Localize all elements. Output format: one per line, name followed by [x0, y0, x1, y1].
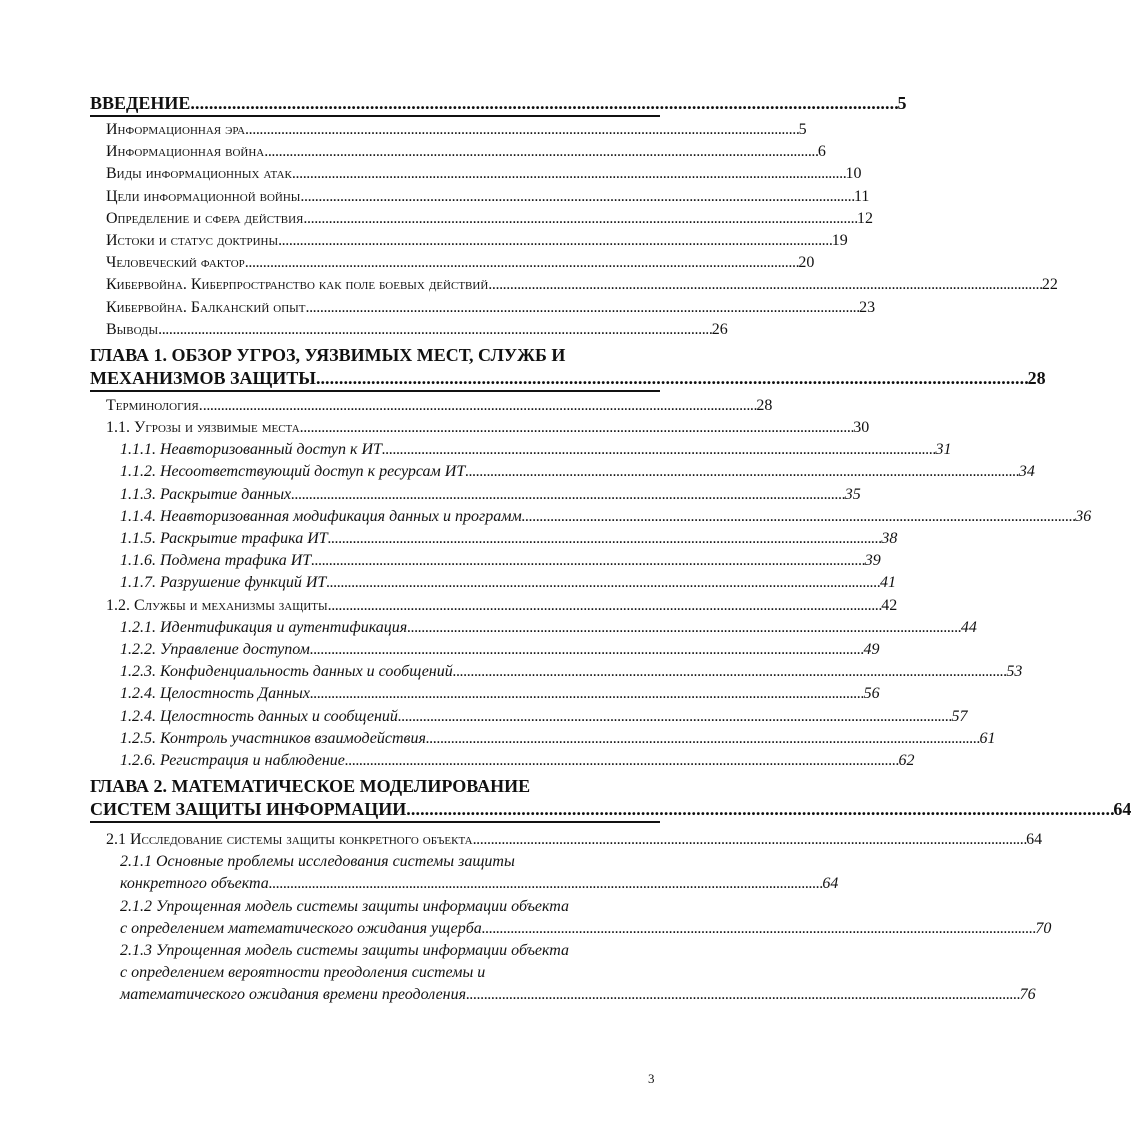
- dot-leader: [303, 208, 856, 230]
- toc-entry-page: 31: [935, 441, 952, 459]
- dot-leader: [488, 274, 1041, 296]
- toc-section[interactable]: [90, 297, 876, 319]
- dot-leader: [328, 595, 881, 617]
- toc-section[interactable]: [90, 208, 873, 230]
- dot-leader: [292, 163, 845, 185]
- toc-subsection[interactable]: [90, 661, 1023, 683]
- toc-entry-page: 38: [881, 530, 898, 547]
- toc-subsection[interactable]: [90, 484, 861, 506]
- toc-entry-page: 34: [1018, 463, 1035, 481]
- toc-entry-title: Информационная война: [106, 143, 265, 161]
- toc-chapter[interactable]: [90, 92, 907, 117]
- toc-entry-page: 35: [844, 485, 861, 503]
- toc-entry-title: 1.1. Угрозы и уязвимые места: [106, 419, 300, 437]
- toc-entry-title: 1.2.4. Целостность Данных: [120, 685, 310, 703]
- toc-entry-title: 1.2.1. Идентификация и аутентификация: [120, 618, 408, 636]
- dot-leader: [465, 461, 1018, 483]
- dot-leader: [311, 550, 864, 572]
- toc-entry-page: 11: [854, 187, 870, 205]
- toc-entry-page: 53: [1006, 663, 1023, 681]
- page-number: 3: [648, 1071, 655, 1086]
- toc-subsection[interactable]: [90, 940, 1036, 1007]
- toc-entry-title: 1.2.5. Контроль участников взаимодействия: [120, 729, 426, 747]
- toc-entry-page: 76: [1019, 986, 1036, 1004]
- toc-section[interactable]: [90, 319, 728, 341]
- dot-leader: [426, 728, 979, 750]
- toc-entry-page: 12: [857, 209, 873, 227]
- toc-section[interactable]: [90, 230, 848, 252]
- toc-entry-title-line: ГЛАВА 1. ОБЗОР УГРОЗ, УЯЗВИМЫХ МЕСТ, СЛУЖБ И: [90, 344, 566, 365]
- toc-section[interactable]: [90, 595, 898, 617]
- dot-leader: [245, 252, 798, 274]
- dot-leader: [345, 750, 898, 772]
- toc-section[interactable]: [90, 119, 807, 141]
- toc-section[interactable]: [90, 141, 826, 163]
- toc-entry-title: Человеческий фактор: [106, 254, 245, 272]
- toc-entry-page: 61: [979, 729, 996, 747]
- toc-section[interactable]: [90, 829, 1043, 851]
- toc-section[interactable]: [90, 186, 870, 208]
- toc-entry-page: 70: [1035, 919, 1052, 937]
- toc-entry-page: 19: [831, 231, 848, 249]
- toc-entry-title: СИСТЕМ ЗАЩИТЫ ИНФОРМАЦИИ: [90, 799, 407, 820]
- toc-entry-title-line: ГЛАВА 2. МАТЕМАТИЧЕСКОЕ МОДЕЛИРОВАНИЕ: [90, 776, 531, 797]
- toc-entry-page: 28: [756, 396, 773, 414]
- toc-subsection[interactable]: [90, 706, 968, 728]
- toc-subsection[interactable]: [90, 439, 952, 461]
- toc-entry-page: 10: [845, 165, 862, 183]
- dot-leader: [328, 528, 881, 550]
- toc-entry-title: Кибервойна. Киберпространство как поле боевых действий: [106, 276, 489, 294]
- toc-section[interactable]: [90, 395, 773, 417]
- dot-leader: [269, 873, 822, 895]
- dot-leader: [482, 918, 1035, 940]
- toc-entry-page: 64: [822, 875, 839, 893]
- toc-subsection[interactable]: [90, 506, 1092, 528]
- toc-entry-title: 1.1.4. Неавторизованная модификация данных и программ: [120, 507, 522, 525]
- dot-leader: [453, 661, 1006, 683]
- dot-leader: [473, 829, 1026, 851]
- dot-leader: [264, 141, 817, 163]
- toc-entry-page: 39: [864, 552, 881, 570]
- toc-entry-title: Виды информационных атак: [106, 165, 292, 183]
- toc-subsection[interactable]: [90, 639, 880, 661]
- toc-section[interactable]: [90, 252, 815, 274]
- toc-entry-title: 1.2.6. Регистрация и наблюдение: [120, 751, 345, 769]
- toc-entry-title: 1.1.6. Подмена трафика ИТ: [120, 552, 312, 570]
- toc-entry-page: 26: [711, 320, 728, 338]
- toc-subsection[interactable]: [90, 896, 1052, 940]
- toc-entry-page: 62: [898, 751, 915, 769]
- toc-subsection[interactable]: [90, 617, 977, 639]
- dot-leader: [158, 319, 711, 341]
- toc-entry-title: 1.2. Службы и механизмы защиты: [106, 596, 328, 614]
- dot-leader: [407, 617, 960, 639]
- toc-entry-title: 2.1 Исследование системы защиты конкретного объекта: [106, 831, 473, 849]
- toc-entry-page: 36: [1075, 507, 1092, 525]
- toc-entry-title: 1.2.3. Конфиденциальность данных и сообщений: [120, 663, 453, 681]
- toc-entry-title: Кибервойна. Балканский опыт: [106, 298, 306, 316]
- dot-leader: [310, 639, 863, 661]
- toc-entry-title: Информационная эра: [106, 121, 246, 138]
- toc-entry-title: Цели информационной войны: [106, 187, 301, 205]
- toc-subsection[interactable]: [90, 851, 839, 895]
- toc-entry-page: 44: [960, 618, 977, 636]
- toc-entry-page: 22: [1041, 276, 1058, 294]
- toc-entry-title: 1.1.1. Неавторизованный доступ к ИТ: [120, 441, 382, 459]
- toc-subsection[interactable]: [90, 550, 881, 572]
- toc-entry-page: 42: [881, 596, 898, 614]
- toc-entry-title: 1.2.4. Целостность данных и сообщений: [120, 707, 398, 725]
- toc-entry-page: 56: [863, 685, 880, 703]
- toc-entry-title: Выводы: [106, 320, 159, 338]
- toc-entry-title: 1.1.7. Разрушение функций ИТ: [120, 574, 327, 592]
- toc-entry-page: 20: [798, 254, 815, 272]
- toc-entry-title: ВВЕДЕНИЕ: [90, 93, 191, 113]
- toc-subsection[interactable]: [90, 683, 880, 705]
- toc-chapter[interactable]: [90, 344, 1046, 392]
- toc-entry-page: 6: [817, 143, 826, 161]
- dot-leader: [326, 572, 879, 594]
- toc-entry-title-line: 2.1.2 Упрощенная модель системы защиты информации объекта: [120, 897, 570, 915]
- dot-leader: [190, 92, 896, 115]
- toc-entry-title-line: 2.1.1 Основные проблемы исследования системы защиты: [120, 853, 515, 871]
- dot-leader: [310, 683, 863, 705]
- toc-entry-title: МЕХАНИЗМОВ ЗАЩИТЫ.: [90, 367, 321, 388]
- toc-entry-title-line: с определением вероятности преодоления системы и: [120, 964, 486, 982]
- dot-leader: [320, 367, 1026, 390]
- toc-entry-title: 1.1.3. Раскрытие данных: [120, 485, 292, 503]
- toc-entry-page: 49: [863, 640, 880, 658]
- toc-entry-page: 5: [897, 93, 907, 113]
- dot-leader: [245, 119, 798, 141]
- toc-entry-page: 41: [879, 574, 896, 592]
- toc-entry-title: Истоки и статус доктрины: [106, 231, 279, 249]
- toc-entry-title: Терминология.: [106, 396, 203, 414]
- toc-section[interactable]: [90, 417, 870, 439]
- toc-entry-title: 1.1.2. Несоответствующий доступ к ресурсам ИТ: [120, 463, 466, 481]
- toc-entry-title: 1.2.2. Управление доступом: [120, 640, 310, 658]
- table-of-contents: [90, 92, 1131, 1007]
- toc-entry-page: 5: [798, 121, 807, 138]
- dot-leader: [291, 484, 844, 506]
- toc-entry-title: математического ожидания времени преодоления: [120, 986, 467, 1004]
- toc-entry-page: 28: [1027, 367, 1046, 388]
- toc-section[interactable]: [90, 163, 862, 185]
- toc-entry-title: конкретного объекта: [120, 875, 269, 893]
- toc-subsection[interactable]: [90, 528, 898, 550]
- toc-entry-page: 64: [1113, 799, 1131, 820]
- toc-subsection[interactable]: [90, 461, 1035, 483]
- dot-leader: [300, 186, 853, 208]
- toc-chapter[interactable]: [90, 775, 1131, 823]
- toc-section[interactable]: [90, 274, 1058, 296]
- dot-leader: [398, 706, 951, 728]
- toc-entry-title: с определением математического ожидания ущерба: [120, 919, 482, 937]
- toc-entry-title: Определение и сфера действия: [106, 209, 304, 227]
- toc-subsection[interactable]: [90, 750, 915, 772]
- dot-leader: [203, 395, 756, 417]
- dot-leader: [305, 297, 858, 319]
- dot-leader: [406, 798, 1112, 821]
- dot-leader: [522, 506, 1075, 528]
- dot-leader: [278, 230, 831, 252]
- toc-subsection[interactable]: [90, 572, 896, 594]
- toc-entry-page: 57: [951, 707, 968, 725]
- toc-subsection[interactable]: [90, 728, 996, 750]
- dot-leader: [466, 984, 1019, 1006]
- toc-entry-page: 64: [1026, 831, 1043, 849]
- dot-leader: [300, 417, 853, 439]
- toc-entry-page: 23: [859, 298, 876, 316]
- toc-entry-title: 1.1.5. Раскрытие трафика ИТ: [120, 530, 328, 547]
- toc-entry-page: 30: [853, 419, 870, 437]
- dot-leader: [382, 439, 935, 461]
- toc-entry-title-line: 2.1.3 Упрощенная модель системы защиты информации объекта: [120, 942, 570, 959]
